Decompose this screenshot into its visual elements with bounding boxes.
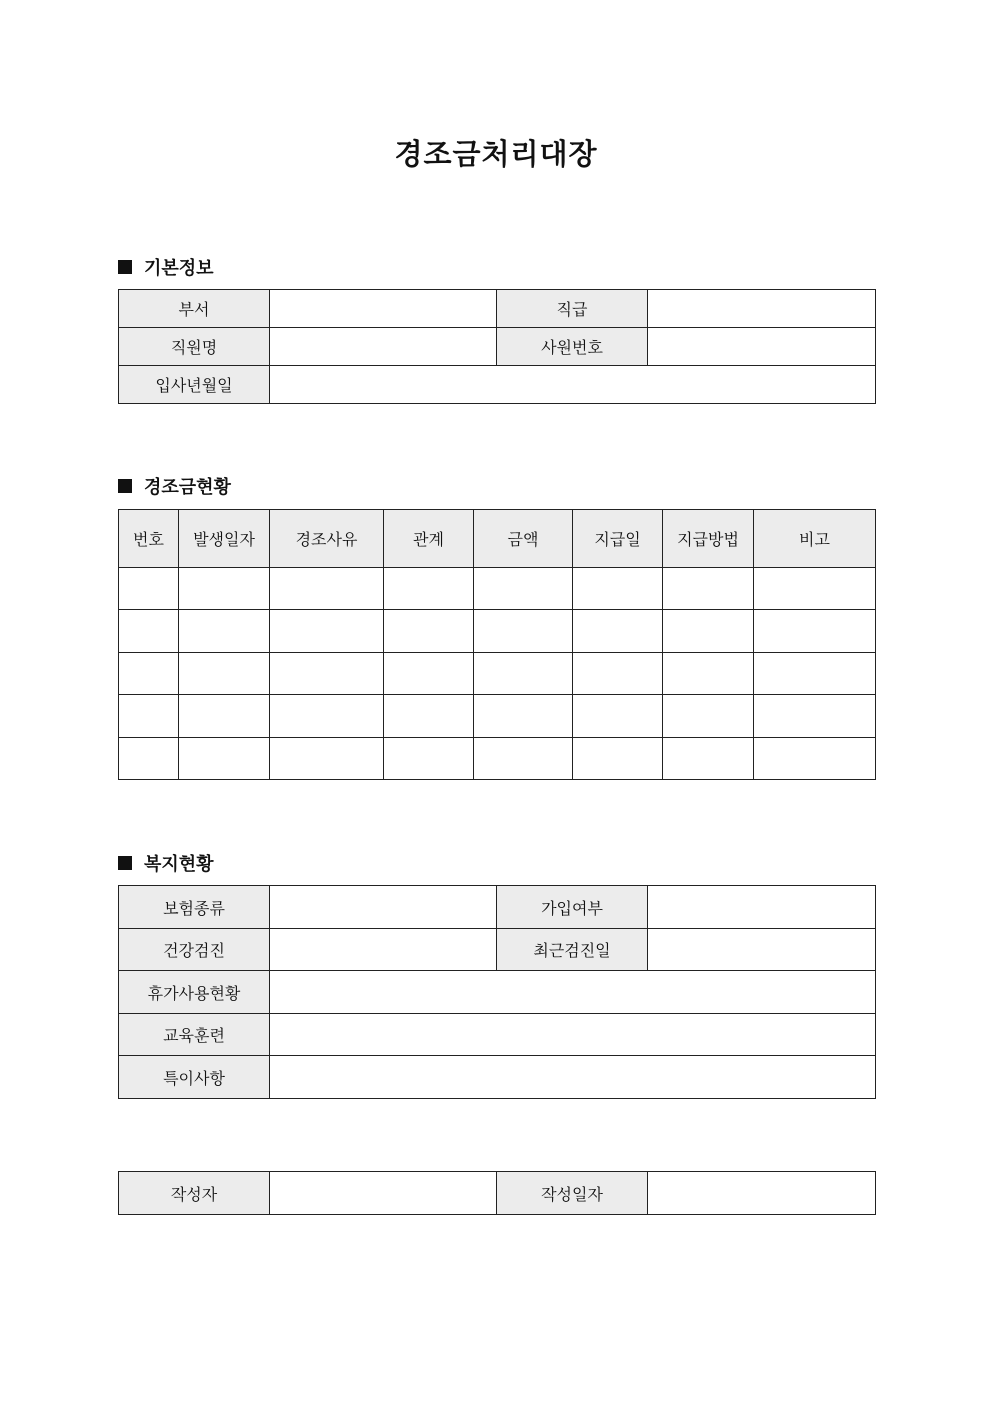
table-cell[interactable] [119, 695, 179, 738]
department-field[interactable] [270, 290, 497, 328]
table-cell[interactable] [573, 695, 663, 738]
table-row [119, 1172, 876, 1215]
table-row [119, 929, 876, 971]
table-cell[interactable] [663, 610, 754, 653]
table-cell[interactable] [474, 653, 573, 695]
label-author: 작성자 [119, 1172, 270, 1215]
table-cell[interactable] [754, 568, 876, 610]
table-cell[interactable] [663, 568, 754, 610]
square-bullet-icon [118, 260, 132, 274]
table-cell[interactable] [270, 568, 384, 610]
table-cell[interactable] [573, 610, 663, 653]
table-cell[interactable] [179, 653, 270, 695]
label-training: 교육훈련 [119, 1014, 270, 1056]
table-cell[interactable] [663, 738, 754, 780]
table-cell[interactable] [384, 738, 474, 780]
table-row [119, 1014, 876, 1056]
label-department: 부서 [119, 290, 270, 328]
table-cell[interactable] [119, 738, 179, 780]
hire-date-field[interactable] [270, 366, 876, 404]
column-header: 비고 [754, 510, 876, 568]
table-header-row [119, 510, 876, 568]
label-last-checkup-date: 최근검진일 [497, 929, 648, 971]
table-cell[interactable] [270, 610, 384, 653]
table-cell[interactable] [663, 653, 754, 695]
label-written-date: 작성일자 [497, 1172, 648, 1215]
column-header: 지급방법 [663, 510, 754, 568]
section-heading-basic [118, 254, 214, 280]
square-bullet-icon [118, 479, 132, 493]
section-heading-condolence-text: 경조금현황 [144, 477, 231, 498]
table-cell[interactable] [573, 568, 663, 610]
written-date-field[interactable] [648, 1172, 876, 1215]
column-header: 경조사유 [270, 510, 384, 568]
label-enrollment: 가입여부 [497, 886, 648, 929]
table-cell[interactable] [754, 653, 876, 695]
table-row [119, 886, 876, 929]
condolence-table [118, 509, 876, 780]
table-cell[interactable] [573, 738, 663, 780]
table-cell[interactable] [754, 695, 876, 738]
table-cell[interactable] [119, 568, 179, 610]
table-cell[interactable] [270, 738, 384, 780]
table-row [119, 971, 876, 1014]
table-row [119, 695, 876, 738]
welfare-table [118, 885, 876, 1099]
label-remarks: 특이사항 [119, 1056, 270, 1099]
author-table [118, 1171, 876, 1215]
basic-info-table [118, 289, 876, 404]
table-cell[interactable] [384, 568, 474, 610]
table-cell[interactable] [474, 568, 573, 610]
health-checkup-field[interactable] [270, 929, 497, 971]
table-cell[interactable] [179, 568, 270, 610]
label-hire-date: 입사년월일 [119, 366, 270, 404]
section-heading-condolence [118, 473, 231, 499]
label-vacation-usage: 휴가사용현황 [119, 971, 270, 1014]
table-row [119, 738, 876, 780]
table-row [119, 290, 876, 328]
author-field[interactable] [270, 1172, 497, 1215]
employee-name-field[interactable] [270, 328, 497, 366]
table-cell[interactable] [119, 610, 179, 653]
last-checkup-date-field[interactable] [648, 929, 876, 971]
table-row [119, 568, 876, 610]
table-cell[interactable] [179, 610, 270, 653]
table-row [119, 1056, 876, 1099]
table-row [119, 610, 876, 653]
table-cell[interactable] [663, 695, 754, 738]
table-cell[interactable] [384, 610, 474, 653]
label-position: 직급 [497, 290, 648, 328]
section-heading-basic-text: 기본정보 [144, 258, 214, 279]
label-employee-name: 직원명 [119, 328, 270, 366]
column-header: 번호 [119, 510, 179, 568]
section-heading-welfare-text: 복지현황 [144, 854, 214, 875]
table-cell[interactable] [754, 610, 876, 653]
enrollment-field[interactable] [648, 886, 876, 929]
insurance-type-field[interactable] [270, 886, 497, 929]
vacation-usage-field[interactable] [270, 971, 876, 1014]
label-employee-number: 사원번호 [497, 328, 648, 366]
table-cell[interactable] [179, 738, 270, 780]
table-cell[interactable] [179, 695, 270, 738]
table-cell[interactable] [573, 653, 663, 695]
column-header: 금액 [474, 510, 573, 568]
square-bullet-icon [118, 856, 132, 870]
section-heading-welfare [118, 850, 214, 876]
table-cell[interactable] [384, 695, 474, 738]
table-cell[interactable] [474, 695, 573, 738]
column-header: 관계 [384, 510, 474, 568]
table-row [119, 328, 876, 366]
position-field[interactable] [648, 290, 876, 328]
label-insurance-type: 보험종류 [119, 886, 270, 929]
table-cell[interactable] [119, 653, 179, 695]
document-title: 경조금처리대장 [394, 137, 598, 171]
training-field[interactable] [270, 1014, 876, 1056]
employee-number-field[interactable] [648, 328, 876, 366]
table-cell[interactable] [474, 738, 573, 780]
table-cell[interactable] [384, 653, 474, 695]
table-cell[interactable] [270, 653, 384, 695]
column-header: 지급일 [573, 510, 663, 568]
table-row [119, 653, 876, 695]
table-row [119, 366, 876, 404]
table-cell[interactable] [474, 610, 573, 653]
label-health-checkup: 건강검진 [119, 929, 270, 971]
column-header: 발생일자 [179, 510, 270, 568]
remarks-field[interactable] [270, 1056, 876, 1099]
table-cell[interactable] [754, 738, 876, 780]
table-cell[interactable] [270, 695, 384, 738]
